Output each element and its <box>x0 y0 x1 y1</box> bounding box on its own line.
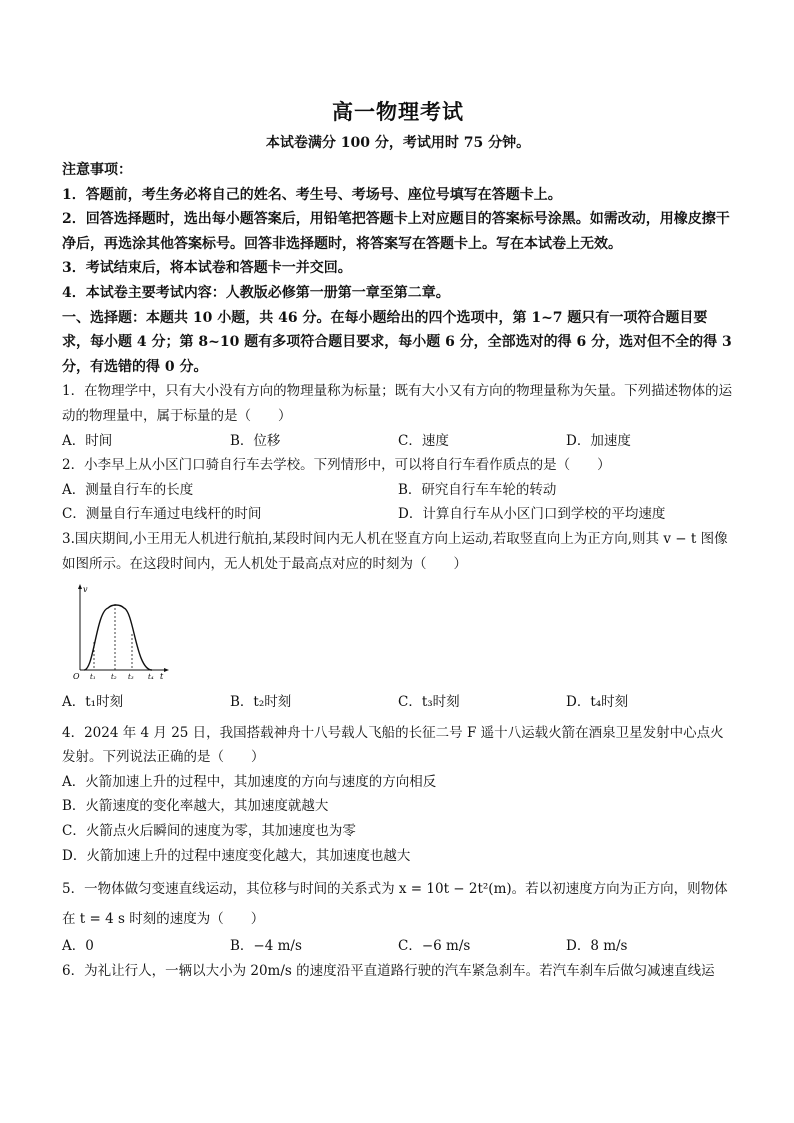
q2-option-a: A．测量自行车的长度 <box>62 481 194 498</box>
v-axis-arrow <box>78 584 82 589</box>
q5-option-a: A．0 <box>62 938 94 955</box>
note-item-2: 2．回答选择题时，选出每小题答案后，用铅笔把答题卡上对应题目的答案标号涂黑。如需改动，用橡皮擦干净后，再选涂其他答案标号。回答非选择题时，将答案写在答题卡上。写在本试卷上无效。 <box>62 211 730 252</box>
question-1-stem: 1．在物理学中，只有大小没有方向的物理量称为标量；既有大小又有方向的物理量称为矢量。下列描述物体的运动的物理量中，属于标量的是（ ） <box>62 383 733 424</box>
t1-label: t₁ <box>90 673 96 682</box>
note-item-4: 4．本试卷主要考试内容：人教版必修第一册第一章至第二章。 <box>62 284 450 301</box>
q1-option-c: C．速度 <box>398 432 449 449</box>
question-1-options <box>62 429 734 454</box>
question-5-stem: 5．一物体做匀变速直线运动，其位移与时间的关系式为 x = 10t − 2t²(m)。若以初速度方向为正方向，则物体在 t = 4 s 时刻的速度为（ ） <box>62 881 728 928</box>
t-label: t <box>160 672 164 682</box>
q1-option-b: B．位移 <box>230 432 281 449</box>
question-3-options <box>62 690 734 715</box>
q1-option-a: A．时间 <box>62 432 113 449</box>
q4-option-d: D．火箭加速上升的过程中速度变化越大，其加速度也越大 <box>62 847 411 864</box>
t3-label: t₃ <box>128 673 134 682</box>
t2-label: t₂ <box>111 673 117 682</box>
question-6-stem: 6．为礼让行人，一辆以大小为 20m/s 的速度沿平直道路行驶的汽车紧急刹车。若汽车刹车后做匀减速直线运 <box>62 962 715 979</box>
question-2-options-row1 <box>62 478 734 503</box>
question-3-stem: 3.国庆期间,小王用无人机进行航拍,某段时间内无人机在竖直方向上运动,若取竖直向上为正方向,则其 v − t 图像如图所示。在这段时间内，无人机处于最高点对应的时刻为（ ） <box>62 530 728 572</box>
note-item-3: 3．考试结束后，将本试卷和答题卡一并交回。 <box>62 260 352 277</box>
q2-option-c: C．测量自行车通过电线杆的时间 <box>62 506 262 523</box>
q4-option-c: C．火箭点火后瞬间的速度为零，其加速度也为零 <box>62 823 356 840</box>
q4-option-a: A．火箭加速上升的过程中，其加速度的方向与速度的方向相反 <box>62 773 437 790</box>
section-intro: 一、选择题：本题共 10 小题，共 46 分。在每小题给出的四个选项中，第 1~7 题只有一项符合题目要求，每小题 4 分；第 8~10 题有多项符合题目要求，每小题 6 分，全部选对的得 6 分，选对但不全的得 3 分，有选错的得 0 分。 <box>62 309 732 375</box>
notes-heading: 注意事项： <box>62 162 132 178</box>
v-label: v <box>83 585 88 595</box>
q5-option-d: D．8 m/s <box>566 938 628 955</box>
exam-page <box>62 96 734 983</box>
t-axis-arrow <box>164 668 169 672</box>
question-4-stem: 4．2024 年 4 月 25 日，我国搭载神舟十八号载人飞船的长征二号 F 遥十八运载火箭在酒泉卫星发射中心点火发射。下列说法正确的是（ ） <box>62 724 724 766</box>
question-5-options <box>62 934 734 959</box>
q5-option-b: B．−4 m/s <box>230 938 302 955</box>
vt-graph <box>72 582 172 682</box>
q3-option-c: C．t₃时刻 <box>398 694 460 711</box>
page-title: 高一物理考试 <box>332 99 464 124</box>
page-subtitle: 本试卷满分 100 分，考试用时 75 分钟。 <box>265 135 531 151</box>
vt-curve <box>84 605 152 670</box>
t4-label: t₄ <box>148 673 154 682</box>
note-item-1: 1．答题前，考生务必将自己的姓名、考生号、考场号、座位号填写在答题卡上。 <box>62 186 562 203</box>
q3-option-a: A．t₁时刻 <box>62 694 124 711</box>
q4-option-b: B．火箭速度的变化率越大，其加速度就越大 <box>62 798 329 815</box>
q2-option-d: D．计算自行车从小区门口到学校的平均速度 <box>398 506 666 523</box>
q2-option-b: B．研究自行车车轮的转动 <box>398 481 557 498</box>
question-2-options-row2 <box>62 502 734 527</box>
q3-option-d: D．t₄时刻 <box>566 694 629 711</box>
q3-option-b: B．t₂时刻 <box>230 694 292 711</box>
q1-option-d: D．加速度 <box>566 432 631 449</box>
q5-option-c: C．−6 m/s <box>398 938 471 955</box>
origin-label: O <box>73 672 80 682</box>
question-2-stem: 2．小李早上从小区门口骑自行车去学校。下列情形中，可以将自行车看作质点的是（ ） <box>62 457 611 474</box>
